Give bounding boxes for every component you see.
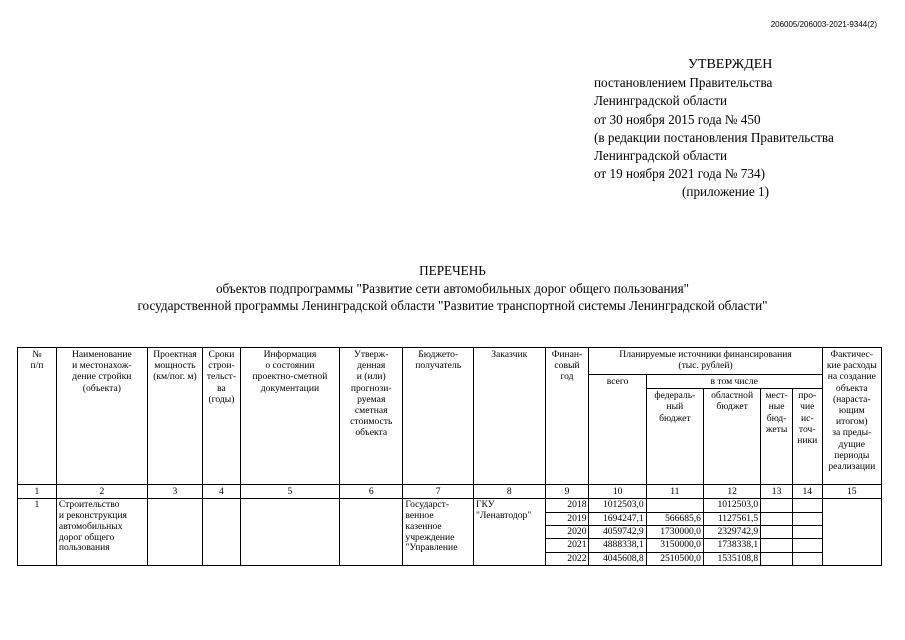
year-cell: 2019 xyxy=(546,513,589,526)
header-capacity: Проектная мощность (км/пог. м) xyxy=(147,348,202,485)
column-number: 8 xyxy=(473,485,545,499)
row-terms xyxy=(203,499,241,566)
row-name: Строительство и реконструкция автомобильных дорог общего пользования xyxy=(56,499,147,566)
header-year: Финан- совый год xyxy=(545,348,589,485)
column-number: 1 xyxy=(18,485,57,499)
title-line: объектов подпрограммы "Развитие сети автомобильных дорог общего пользования" xyxy=(215,280,690,296)
column-number: 13 xyxy=(761,485,793,499)
row-regional xyxy=(703,499,760,566)
column-number: 15 xyxy=(822,485,881,499)
approval-line: Ленинградской области xyxy=(594,93,728,109)
header-customer: Заказчик xyxy=(473,348,545,485)
regional-cell: 1535108,8 xyxy=(717,552,759,564)
header-name: Наименование и местонахож- дение стройки (объекта) xyxy=(56,348,147,485)
row-other xyxy=(792,499,822,566)
header-federal: федераль- ный бюджет xyxy=(646,389,703,485)
column-number: 11 xyxy=(646,485,703,499)
approval-line: от 19 ноября 2021 года № 734) xyxy=(594,166,765,182)
column-number: 10 xyxy=(589,485,646,499)
row-num: 1 xyxy=(18,499,57,566)
regional-cell: 1012503,0 xyxy=(704,499,760,512)
regional-cell: 1738338,1 xyxy=(704,539,760,552)
row-actual xyxy=(822,499,881,566)
row-total xyxy=(589,499,646,566)
federal-cell: 566685,6 xyxy=(647,513,703,526)
column-number: 9 xyxy=(545,485,589,499)
column-number: 2 xyxy=(56,485,147,499)
column-number: 14 xyxy=(792,485,822,499)
row-years xyxy=(545,499,589,566)
header-terms: Сроки строи- тельст- ва (годы) xyxy=(203,348,241,485)
row-local xyxy=(761,499,793,566)
total-cell: 1012503,0 xyxy=(589,499,645,512)
column-number: 6 xyxy=(340,485,403,499)
federal-cell: 1730000,0 xyxy=(647,526,703,539)
row-recipient: Государст- венное казенное учреждение "Управление xyxy=(403,499,474,566)
approval-line: (в редакции постановления Правительства xyxy=(594,129,834,145)
approval-line: Ленинградской области xyxy=(594,148,728,164)
row-info xyxy=(240,499,339,566)
header-info: Информация о состоянии проектно-сметной документации xyxy=(240,348,339,485)
year-cell: 2020 xyxy=(546,526,589,539)
table-row xyxy=(18,499,882,566)
approval-heading: УТВЕРЖДЕН xyxy=(688,57,773,72)
column-number: 7 xyxy=(403,485,474,499)
header-total: всего xyxy=(589,375,646,485)
total-cell: 4045608,8 xyxy=(602,552,644,564)
regional-cell: 2329742,9 xyxy=(704,526,760,539)
column-number: 5 xyxy=(240,485,339,499)
title-heading: ПЕРЕЧЕНЬ xyxy=(419,263,486,278)
total-cell: 1694247,1 xyxy=(589,513,645,526)
header-sources: Планируемые источники финансирования (тыс. рублей) xyxy=(589,348,822,375)
row-approved-cost xyxy=(340,499,403,566)
federal-cell: 2510500,0 xyxy=(660,552,701,564)
header-recipient: Бюджето- получатель xyxy=(403,348,474,485)
column-number: 4 xyxy=(203,485,241,499)
column-number: 12 xyxy=(703,485,760,499)
year-cell: 2022 xyxy=(567,552,587,564)
header-approved-cost: Утверж- денная и (или) прогнози- руемая сметная стоимость объекта xyxy=(340,348,403,485)
total-cell: 4059742,9 xyxy=(589,526,645,539)
approval-line: постановлением Правительства xyxy=(594,75,773,91)
year-cell: 2021 xyxy=(546,539,589,552)
header-regional: областной бюджет xyxy=(703,389,760,485)
header-including: в том числе xyxy=(646,375,822,389)
header-local: мест- ные бюд- жеты xyxy=(761,389,793,485)
federal-cell xyxy=(647,499,703,512)
row-customer: ГКУ "Ленавтодор" xyxy=(473,499,545,566)
document-title xyxy=(0,262,905,315)
approval-line: от 30 ноября 2015 года № 450 xyxy=(594,111,761,127)
federal-cell: 3150000,0 xyxy=(647,539,703,552)
approval-block xyxy=(594,56,834,202)
document-id: 206005/206003-2021-9344(2) xyxy=(770,20,877,29)
row-federal xyxy=(646,499,703,566)
column-number: 3 xyxy=(147,485,202,499)
objects-table xyxy=(17,347,882,566)
row-capacity xyxy=(147,499,202,566)
header-actual: Фактичес- кие расходы на создание объекта (нараста- ющим итогом) за преды- дущие периоды реализации xyxy=(822,348,881,485)
header-other: про- чие ис- точ- ники xyxy=(792,389,822,485)
appendix-label: (приложение 1) xyxy=(682,184,769,200)
header-num: № п/п xyxy=(18,348,57,485)
year-cell: 2018 xyxy=(546,499,589,512)
regional-cell: 1127561,5 xyxy=(704,513,760,526)
total-cell: 4888338,1 xyxy=(589,539,645,552)
title-line: государственной программы Ленинградской области "Развитие транспортной системы Ленинградской области" xyxy=(137,298,768,313)
